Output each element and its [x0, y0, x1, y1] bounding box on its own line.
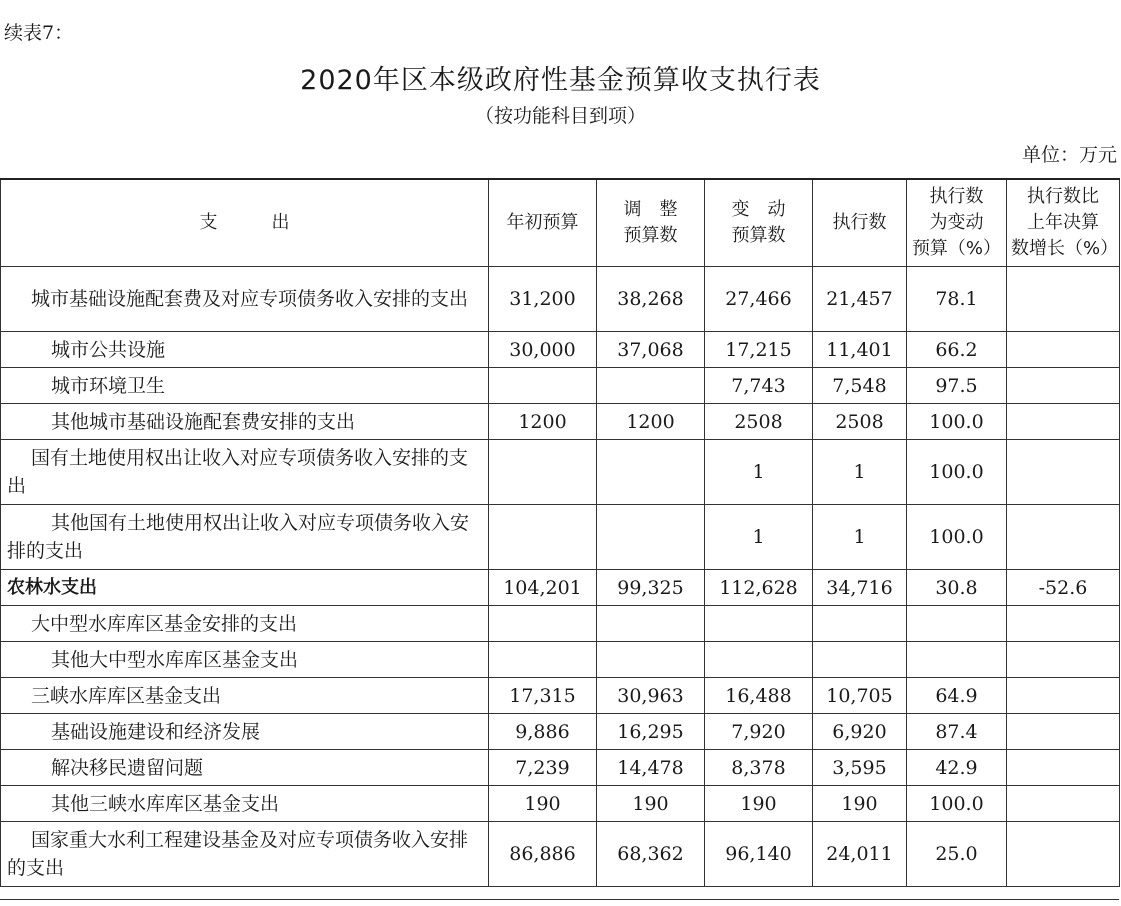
cell-executed: 1 — [813, 505, 907, 570]
cell-adjusted — [597, 606, 705, 642]
cell-executed: 10,705 — [813, 678, 907, 714]
cell-ratio: 66.2 — [907, 332, 1007, 368]
table-row — [1, 440, 1120, 505]
table-row — [1, 267, 1120, 332]
cell-changed: 96,140 — [705, 822, 813, 887]
table-row — [1, 750, 1120, 786]
cell-adjusted: 1200 — [597, 404, 705, 440]
row-name: 农林水支出 — [1, 570, 489, 606]
cell-executed — [813, 642, 907, 678]
cell-adjusted — [597, 440, 705, 505]
header-adjusted-l1: 调 整 — [623, 199, 678, 220]
header-expense: 支 出 — [1, 179, 489, 267]
continued-label: 续表7： — [4, 22, 74, 44]
cell-changed: 1 — [705, 505, 813, 570]
cell-ratio — [907, 606, 1007, 642]
header-changed-l1: 变 动 — [731, 199, 786, 220]
cell-changed: 7,920 — [705, 714, 813, 750]
cell-changed: 1 — [705, 440, 813, 505]
cell-initial — [489, 440, 597, 505]
header-executed: 执行数 — [813, 179, 907, 267]
row-name: 三峡水库库区基金支出 — [1, 678, 489, 714]
cell-ratio: 100.0 — [907, 505, 1007, 570]
cell-growth — [1007, 368, 1120, 404]
header-ratio-l3: 预算（%） — [911, 238, 1002, 259]
cell-executed: 3,595 — [813, 750, 907, 786]
cell-growth — [1007, 750, 1120, 786]
cell-executed: 34,716 — [813, 570, 907, 606]
cell-changed: 2508 — [705, 404, 813, 440]
cell-initial — [489, 505, 597, 570]
header-changed — [705, 179, 813, 267]
cell-growth — [1007, 267, 1120, 332]
cell-growth — [1007, 678, 1120, 714]
table-row — [1, 606, 1120, 642]
bottom-rule — [0, 899, 1119, 900]
cell-ratio: 100.0 — [907, 440, 1007, 505]
page-subtitle: （按功能科目到项） — [474, 105, 646, 127]
cell-adjusted: 38,268 — [597, 267, 705, 332]
cell-executed: 1 — [813, 440, 907, 505]
table-row — [1, 678, 1120, 714]
cell-adjusted: 99,325 — [597, 570, 705, 606]
cell-ratio: 30.8 — [907, 570, 1007, 606]
row-name: 城市基础设施配套费及对应专项债务收入安排的支出 — [1, 267, 489, 332]
unit-label: 单位：万元 — [1021, 144, 1117, 166]
cell-initial: 17,315 — [489, 678, 597, 714]
header-growth-l2: 上年决算 — [1027, 212, 1099, 233]
header-row — [1, 179, 1120, 267]
row-name: 城市公共设施 — [1, 332, 489, 368]
cell-initial: 7,239 — [489, 750, 597, 786]
cell-growth — [1007, 332, 1120, 368]
header-growth — [1007, 179, 1120, 267]
cell-initial: 9,886 — [489, 714, 597, 750]
cell-executed: 2508 — [813, 404, 907, 440]
cell-initial: 104,201 — [489, 570, 597, 606]
cell-initial — [489, 606, 597, 642]
row-name: 大中型水库库区基金安排的支出 — [1, 606, 489, 642]
cell-executed: 21,457 — [813, 267, 907, 332]
cell-ratio: 78.1 — [907, 267, 1007, 332]
row-name: 解决移民遗留问题 — [1, 750, 489, 786]
table-row — [1, 505, 1120, 570]
cell-executed: 24,011 — [813, 822, 907, 887]
cell-adjusted — [597, 505, 705, 570]
page-title: 2020年区本级政府性基金预算收支执行表 — [300, 65, 821, 96]
cell-ratio: 42.9 — [907, 750, 1007, 786]
row-name: 国有土地使用权出让收入对应专项债务收入安排的支出 — [1, 440, 489, 505]
header-changed-l2: 预算数 — [731, 225, 786, 246]
header-growth-l3: 数增长（%） — [1011, 238, 1119, 259]
table-row — [1, 404, 1120, 440]
cell-growth — [1007, 642, 1120, 678]
cell-executed: 190 — [813, 786, 907, 822]
cell-initial: 1200 — [489, 404, 597, 440]
cell-ratio: 97.5 — [907, 368, 1007, 404]
cell-changed: 7,743 — [705, 368, 813, 404]
cell-initial — [489, 642, 597, 678]
cell-changed: 190 — [705, 786, 813, 822]
cell-changed: 27,466 — [705, 267, 813, 332]
cell-adjusted: 37,068 — [597, 332, 705, 368]
header-ratio-l1: 执行数 — [929, 186, 984, 207]
cell-growth — [1007, 714, 1120, 750]
budget-table — [0, 178, 1120, 887]
table-row — [1, 368, 1120, 404]
cell-initial — [489, 368, 597, 404]
cell-initial: 31,200 — [489, 267, 597, 332]
cell-ratio: 100.0 — [907, 404, 1007, 440]
cell-initial: 190 — [489, 786, 597, 822]
row-name: 国家重大水利工程建设基金及对应专项债务收入安排的支出 — [1, 822, 489, 887]
table-row — [1, 642, 1120, 678]
cell-growth — [1007, 404, 1120, 440]
cell-ratio — [907, 642, 1007, 678]
cell-initial: 86,886 — [489, 822, 597, 887]
cell-initial: 30,000 — [489, 332, 597, 368]
header-adjusted — [597, 179, 705, 267]
cell-adjusted: 190 — [597, 786, 705, 822]
cell-growth — [1007, 505, 1120, 570]
cell-changed — [705, 642, 813, 678]
cell-growth: -52.6 — [1007, 570, 1120, 606]
cell-executed: 11,401 — [813, 332, 907, 368]
table-row — [1, 822, 1120, 887]
table-row — [1, 570, 1120, 606]
cell-changed: 8,378 — [705, 750, 813, 786]
header-initial: 年初预算 — [489, 179, 597, 267]
cell-changed: 17,215 — [705, 332, 813, 368]
cell-changed: 16,488 — [705, 678, 813, 714]
cell-executed: 6,920 — [813, 714, 907, 750]
cell-adjusted — [597, 368, 705, 404]
cell-adjusted — [597, 642, 705, 678]
cell-adjusted: 68,362 — [597, 822, 705, 887]
cell-ratio: 25.0 — [907, 822, 1007, 887]
cell-executed: 7,548 — [813, 368, 907, 404]
row-name: 其他大中型水库库区基金支出 — [1, 642, 489, 678]
cell-growth — [1007, 786, 1120, 822]
cell-growth — [1007, 440, 1120, 505]
header-growth-l1: 执行数比 — [1027, 186, 1099, 207]
cell-adjusted: 14,478 — [597, 750, 705, 786]
cell-growth — [1007, 822, 1120, 887]
table-row — [1, 714, 1120, 750]
cell-changed — [705, 606, 813, 642]
row-name: 其他国有土地使用权出让收入对应专项债务收入安排的支出 — [1, 505, 489, 570]
cell-adjusted: 30,963 — [597, 678, 705, 714]
row-name: 城市环境卫生 — [1, 368, 489, 404]
cell-ratio: 87.4 — [907, 714, 1007, 750]
header-adjusted-l2: 预算数 — [623, 225, 678, 246]
row-name: 其他城市基础设施配套费安排的支出 — [1, 404, 489, 440]
cell-adjusted: 16,295 — [597, 714, 705, 750]
header-ratio-l2: 为变动 — [929, 212, 984, 233]
cell-ratio: 64.9 — [907, 678, 1007, 714]
cell-growth — [1007, 606, 1120, 642]
table-row — [1, 332, 1120, 368]
row-name: 其他三峡水库库区基金支出 — [1, 786, 489, 822]
cell-changed: 112,628 — [705, 570, 813, 606]
cell-ratio: 100.0 — [907, 786, 1007, 822]
row-name: 基础设施建设和经济发展 — [1, 714, 489, 750]
header-ratio — [907, 179, 1007, 267]
table-row — [1, 786, 1120, 822]
cell-executed — [813, 606, 907, 642]
